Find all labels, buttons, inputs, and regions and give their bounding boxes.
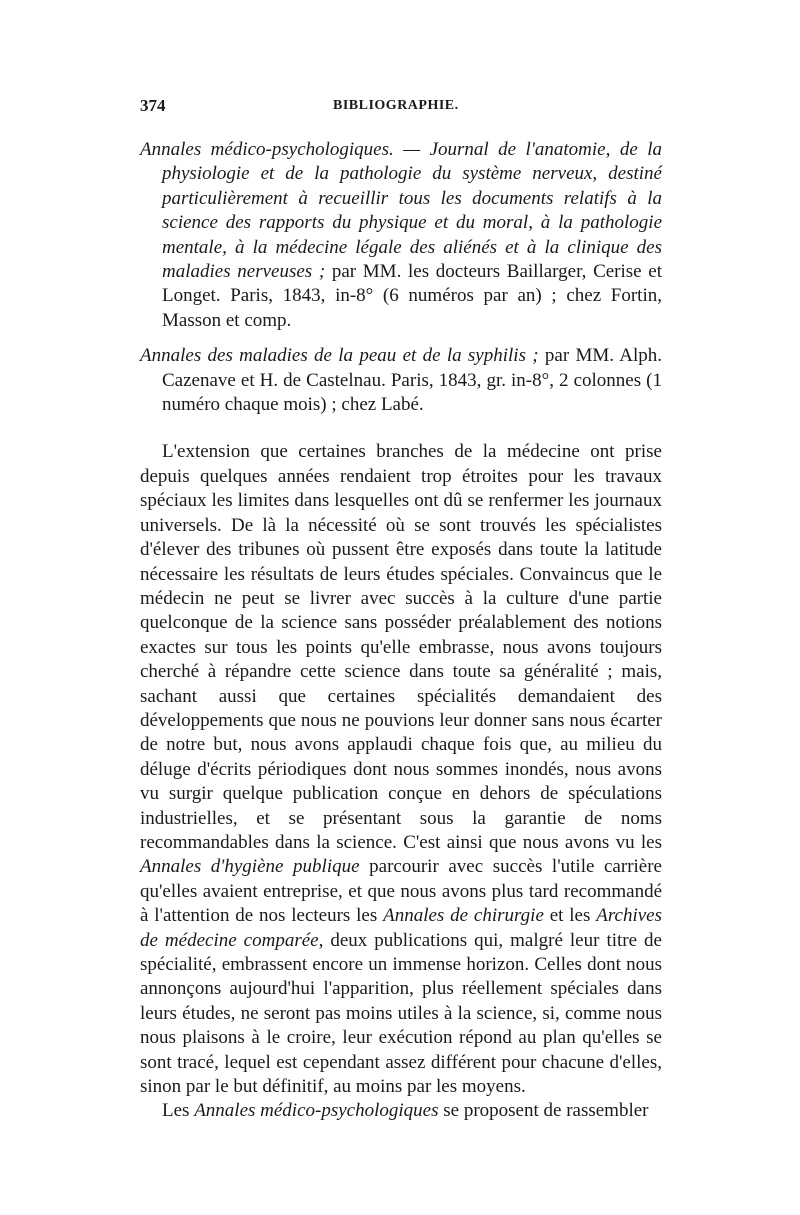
p2-italic-title: Annales médico-psychologiques	[194, 1100, 439, 1122]
text-block	[140, 138, 662, 1124]
page-header	[140, 96, 660, 120]
bibliography-entry-2	[140, 344, 662, 417]
p2-text-a: Les	[162, 1100, 195, 1122]
running-title: BIBLIOGRAPHIE.	[333, 98, 459, 113]
entry-1-details: par MM. les docteurs Baillarger, Cerise et Longet. Paris, 1843, in-8° (6 numéros par an) ; chez Fortin, Masson et comp.	[162, 261, 662, 331]
bibliography-entry-1	[140, 138, 662, 333]
body-paragraph-1	[140, 440, 662, 1099]
page-number: 374	[140, 96, 166, 115]
p1-text-d: deux publications qui, malgré leur titre de spécialité, embrassent encore un immense horizon. Celles dont nous annonçons aujourd'hui l'apparition, plus réellement spéciales dans leurs études, ne seront pas moins utiles à la science, si, comme nous nous plaisons à le croire, leur exécution répond au plan qu'elles se sont tracé, lequel est cependant assez différent pour chacune d'elles, sinon par le but définitif, au moins par les moyens.	[140, 929, 662, 1098]
p1-text-a: L'extension que certaines branches de la médecine ont prise depuis quelques années rendaient trop étroites pour les travaux spéciaux les limites dans lesquelles ont dû se renfermer les journaux universels. De là la nécessité où se sont trouvés les spécialistes d'élever des tribunes où pussent être exposés dans toute la latitude nécessaire les résultats de leurs études spéciales. Convaincus que le médecin ne peut se livrer avec succès à la culture d'une partie quelconque de la science sans posséder préalablement des notions exactes sur tous les points qu'elle embrasse, nous avons toujours cherché à répandre cette science dans toute sa généralité ; mais, sachant aussi que certaines spécialités demandaient des développements que nous ne pouvions leur donner sans nous écarter de notre but, nous avons applaudi chaque fois que, au milieu du déluge d'écrits périodiques dont nous sommes inondés, nous avons vu surgir quelque publication conçue en dehors de spéculations industrielles, et se présentant sous la garantie de noms recommandables dans la science. C'est ainsi que nous avons vu les	[140, 441, 662, 853]
p1-text-b: parcourir avec succès l'utile carrière qu'elles avaient entreprise, et que nous avons plus tard recommandé à l'attention de nos lecteurs les	[140, 856, 662, 927]
p1-text-c: et les	[543, 905, 597, 927]
entry-2-title: Annales des maladies de la peau et de la syphilis ;	[140, 345, 539, 367]
entry-1-title: Annales médico-psychologiques.	[140, 139, 394, 160]
p1-italic-annales-hygiene: Annales d'hygiène publique	[140, 856, 360, 878]
body-paragraph-2	[140, 1099, 662, 1123]
p2-text-b: se proposent de rassembler	[438, 1100, 649, 1122]
entry-2-details: par MM. Alph. Cazenave et H. de Castelnau. Paris, 1843, gr. in-8°, 2 colonnes (1 numéro chaque mois) ; chez Labé.	[162, 345, 662, 416]
entry-1-description: — Journal de l'anatomie, de la physiologie et de la pathologie du système nerveux, destiné particulièrement à recueillir tous les documents relatifs à la science des rapports du physique et du moral, à la pathologie mentale, à la médecine légale des aliénés et à la clinique des maladies nerveuses ;	[162, 139, 662, 283]
p1-italic-archives: Archives de médecine comparée,	[140, 905, 662, 951]
p1-italic-annales-chirurgie: Annales de chirurgie	[383, 905, 544, 927]
